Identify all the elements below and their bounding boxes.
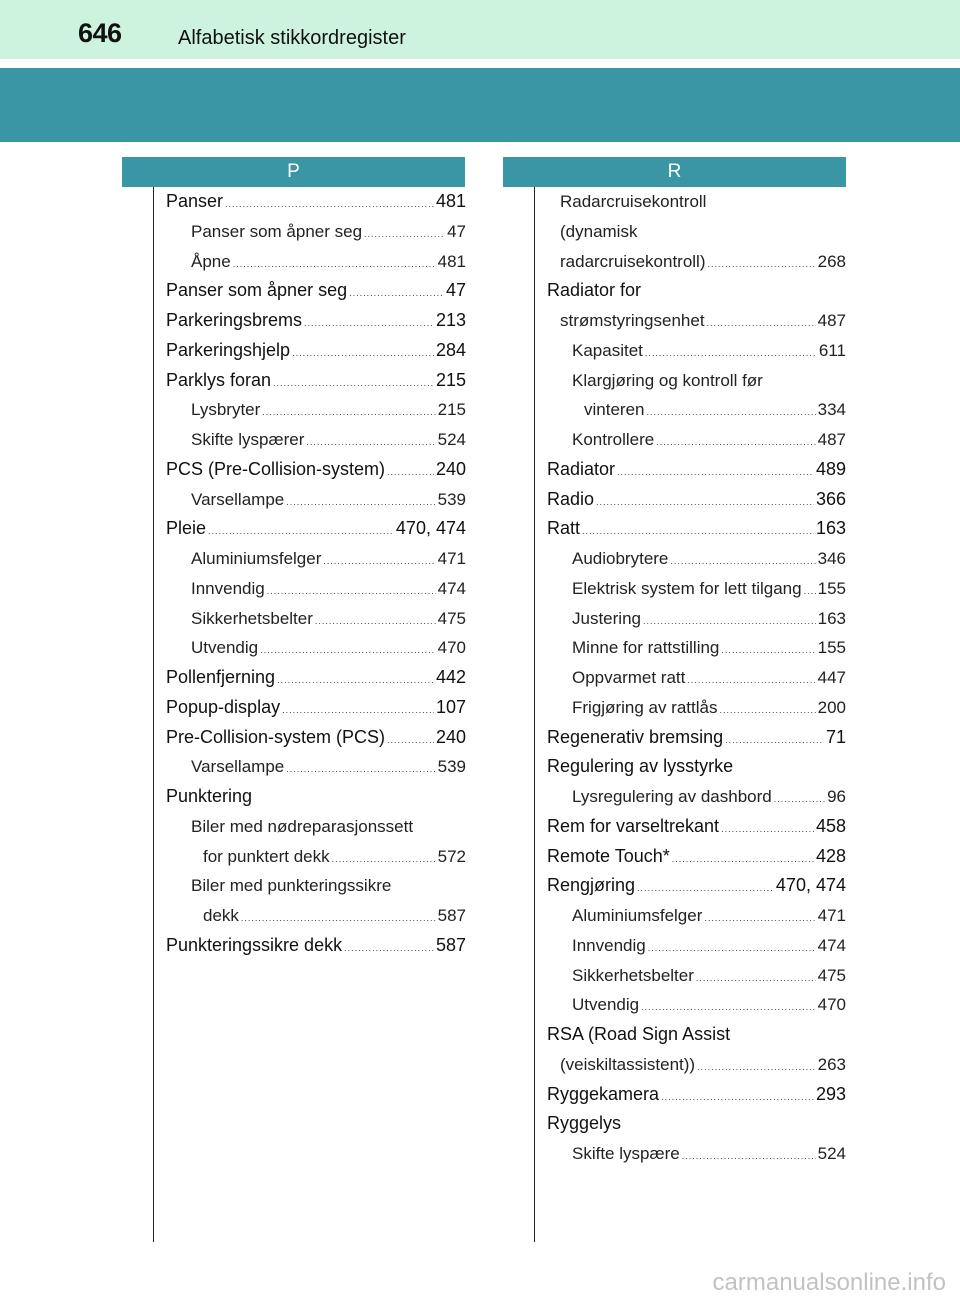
column-rule-right	[534, 187, 535, 1242]
entry-label: Klargjøring og kontroll før	[572, 370, 763, 390]
dot-leader	[637, 874, 774, 901]
entry-label: Panser som åpner seg	[166, 280, 348, 301]
dot-leader	[277, 666, 434, 693]
dot-leader	[286, 488, 435, 515]
entry-label: Skifte lyspære	[572, 1144, 680, 1163]
index-entry	[547, 544, 846, 574]
entry-label: Radio	[547, 488, 595, 509]
dot-leader	[687, 666, 815, 693]
index-entry	[547, 336, 846, 366]
dot-leader	[645, 339, 817, 366]
entry-label: Rem for varseltrekant	[547, 815, 720, 836]
index-entry	[547, 901, 846, 931]
index-entry	[166, 306, 466, 336]
entry-label: Radiator	[547, 458, 616, 479]
index-entry	[547, 395, 846, 425]
index-entry	[166, 276, 466, 306]
index-entry	[166, 336, 466, 366]
entry-label: Parklys foran	[166, 369, 272, 390]
index-entry	[547, 514, 846, 544]
entry-page-number: 213	[435, 310, 466, 330]
index-entry	[166, 514, 466, 544]
entry-label: Ryggekamera	[547, 1083, 660, 1104]
entry-label: Aluminiumsfelger	[572, 906, 703, 925]
index-entry	[547, 633, 846, 663]
dot-leader	[260, 636, 436, 663]
entry-page-number: 524	[437, 430, 466, 449]
index-entry	[547, 1139, 846, 1169]
entry-page-number: 215	[435, 369, 466, 390]
index-entry	[547, 455, 846, 485]
dot-leader	[643, 607, 816, 634]
index-entry	[547, 276, 846, 306]
index-entry	[547, 306, 846, 336]
entry-label: Utvendig	[572, 995, 640, 1015]
entry-page-number: 284	[435, 339, 466, 360]
entry-label: Skifte lyspærer	[191, 430, 305, 449]
dot-leader	[306, 428, 435, 455]
dot-leader	[670, 547, 815, 574]
dot-leader	[387, 458, 434, 485]
entry-page-number: 475	[817, 965, 846, 985]
entry-label: Utvendig	[191, 638, 259, 658]
entry-label: Biler med nødreparasjonssett	[191, 816, 414, 836]
dot-leader	[661, 1083, 814, 1110]
entry-page-number: 481	[437, 251, 466, 271]
entry-label: Lysregulering av dashbord	[572, 787, 772, 806]
index-entry	[166, 455, 466, 485]
index-entry	[547, 961, 846, 991]
dot-leader	[349, 279, 444, 306]
dot-leader	[344, 934, 434, 961]
index-column-r	[547, 187, 846, 1169]
index-entry	[547, 1109, 846, 1139]
entry-page-number: 96	[827, 787, 846, 806]
dot-leader	[641, 993, 816, 1020]
entry-page-number: 470, 474	[395, 518, 466, 539]
entry-label: Ryggelys	[547, 1113, 622, 1134]
dot-leader	[582, 517, 814, 544]
index-entry	[547, 217, 846, 247]
dot-leader	[262, 398, 435, 425]
index-entry	[166, 812, 466, 842]
index-entry	[547, 931, 846, 961]
dot-leader	[804, 577, 816, 604]
dot-leader	[707, 309, 816, 336]
entry-page-number: 240	[435, 458, 466, 479]
entry-page-number: 481	[435, 191, 466, 211]
entry-label: Åpne	[191, 251, 231, 271]
entry-label: Varsellampe	[191, 489, 285, 509]
index-entry	[166, 544, 466, 574]
entry-page-number: 611	[818, 340, 846, 360]
entry-label: Innvendig	[191, 578, 265, 598]
entry-label: dekk	[203, 906, 239, 925]
entry-label: Minne for rattstilling	[572, 638, 720, 658]
dot-leader	[646, 398, 815, 425]
index-entry	[166, 723, 466, 753]
entry-label: Regenerativ bremsing	[547, 726, 724, 747]
dot-leader	[304, 309, 434, 336]
page-title: Alfabetisk stikkordregister	[178, 27, 406, 49]
entry-label: Innvendig	[572, 935, 646, 955]
page-header	[0, 0, 960, 59]
entry-page-number: 587	[435, 934, 466, 955]
index-entry	[547, 247, 846, 277]
dot-leader	[682, 1142, 816, 1169]
entry-page-number: 470, 474	[775, 875, 846, 896]
entry-page-number: 47	[447, 221, 466, 241]
entry-label: Panser	[166, 191, 224, 211]
entry-page-number: 474	[817, 935, 846, 955]
entry-label: Radiator for	[547, 280, 642, 301]
entry-label: Parkeringsbrems	[166, 310, 303, 330]
index-entry	[547, 485, 846, 515]
dot-leader	[208, 517, 394, 544]
dot-leader	[315, 607, 436, 634]
entry-page-number: 587	[437, 906, 466, 925]
dot-leader	[273, 369, 434, 396]
entry-page-number: 487	[817, 311, 846, 330]
index-entry	[166, 485, 466, 515]
entry-label: Pleie	[166, 518, 207, 539]
entry-label: Punktering	[166, 786, 253, 806]
index-entry	[547, 1020, 846, 1050]
entry-label: (dynamisk	[560, 221, 638, 241]
dot-leader	[241, 904, 436, 931]
header-band	[0, 68, 960, 142]
entry-label: Parkeringshjelp	[166, 339, 291, 360]
dot-leader	[725, 726, 824, 753]
entry-label: Kapasitet	[572, 340, 643, 360]
entry-page-number: 163	[815, 518, 846, 539]
entry-page-number: 200	[817, 697, 846, 717]
entry-page-number: 487	[817, 430, 846, 449]
index-entry	[166, 366, 466, 396]
entry-page-number: 572	[437, 846, 466, 866]
dot-leader	[721, 636, 815, 663]
index-entry	[547, 871, 846, 901]
entry-page-number: 442	[435, 667, 466, 687]
entry-page-number: 240	[435, 726, 466, 747]
index-entry	[166, 842, 466, 872]
entry-label: Radarcruisekontroll	[560, 192, 707, 211]
dot-leader	[719, 696, 815, 723]
index-entry	[166, 395, 466, 425]
index-entry	[547, 1080, 846, 1110]
entry-label: Panser som åpner seg	[191, 221, 363, 241]
entry-page-number: 293	[815, 1083, 846, 1104]
index-entry	[166, 663, 466, 693]
index-entry	[166, 604, 466, 634]
entry-label: for punktert dekk	[203, 846, 330, 866]
section-header-r: R	[503, 157, 846, 187]
index-entry	[166, 693, 466, 723]
index-entry	[547, 604, 846, 634]
dot-leader	[774, 785, 825, 812]
entry-label: Pollenfjerning	[166, 667, 276, 687]
entry-label: Sikkerhetsbelter	[191, 608, 313, 628]
index-entry	[166, 752, 466, 782]
entry-label: Kontrollere	[572, 430, 655, 449]
dot-leader	[596, 488, 814, 515]
page-number: 646	[78, 18, 122, 48]
dot-leader	[387, 726, 434, 753]
entry-page-number: 107	[435, 696, 466, 717]
dot-leader	[721, 815, 814, 842]
entry-label: radarcruisekontroll)	[560, 251, 706, 271]
entry-page-number: 428	[815, 845, 846, 866]
entry-page-number: 215	[437, 400, 466, 420]
index-entry	[547, 366, 846, 396]
entry-page-number: 334	[817, 400, 846, 420]
entry-label: strømstyringsenhet	[560, 311, 705, 330]
dot-leader	[323, 547, 435, 574]
dot-leader	[267, 577, 436, 604]
index-entry	[547, 187, 846, 217]
entry-label: (veiskiltassistent))	[560, 1054, 696, 1074]
entry-page-number: 155	[817, 578, 846, 598]
index-entry	[166, 574, 466, 604]
index-entry	[166, 782, 466, 812]
index-entry	[547, 663, 846, 693]
dot-leader	[708, 250, 816, 277]
dot-leader	[696, 964, 816, 991]
entry-page-number: 268	[817, 251, 846, 271]
entry-page-number: 163	[817, 608, 846, 628]
entry-page-number: 366	[815, 488, 846, 509]
entry-label: Pre-Collision-system (PCS)	[166, 726, 386, 747]
dot-leader	[225, 190, 434, 217]
dot-leader	[292, 339, 434, 366]
entry-label: RSA (Road Sign Assist	[547, 1024, 731, 1044]
entry-label: Regulering av lysstyrke	[547, 756, 734, 777]
dot-leader	[364, 220, 445, 247]
entry-label: Frigjøring av rattlås	[572, 697, 718, 717]
entry-label: Oppvarmet ratt	[572, 668, 686, 687]
entry-label: Aluminiumsfelger	[191, 549, 322, 568]
entry-label: Justering	[572, 608, 641, 628]
watermark: carmanualsonline.info	[712, 1269, 946, 1296]
entry-page-number: 475	[437, 608, 466, 628]
index-entry	[166, 871, 466, 901]
index-entry	[166, 247, 466, 277]
index-entry	[166, 901, 466, 931]
entry-page-number: 471	[817, 906, 846, 925]
index-entry	[166, 633, 466, 663]
dot-leader	[282, 696, 434, 723]
index-entry	[547, 782, 846, 812]
entry-label: Rengjøring	[547, 875, 636, 896]
index-column-p	[166, 187, 466, 961]
index-entry	[547, 1050, 846, 1080]
dot-leader	[233, 250, 436, 277]
index-entry	[166, 425, 466, 455]
dot-leader	[656, 428, 815, 455]
entry-label: Remote Touch*	[547, 845, 670, 866]
entry-page-number: 470	[817, 995, 846, 1015]
dot-leader	[648, 934, 816, 961]
index-entry	[166, 187, 466, 217]
index-entry	[547, 574, 846, 604]
entry-label: Sikkerhetsbelter	[572, 965, 694, 985]
index-entry	[547, 752, 846, 782]
entry-label: PCS (Pre-Collision-system)	[166, 458, 386, 479]
index-entry	[547, 425, 846, 455]
entry-label: Ratt	[547, 518, 581, 539]
index-entry	[166, 217, 466, 247]
entry-page-number: 263	[817, 1054, 846, 1074]
index-entry	[547, 990, 846, 1020]
entry-label: Varsellampe	[191, 757, 285, 777]
dot-leader	[672, 845, 814, 872]
dot-leader	[286, 755, 435, 782]
entry-page-number: 471	[437, 549, 466, 568]
entry-label: Popup-display	[166, 696, 281, 717]
entry-page-number: 474	[437, 578, 466, 598]
dot-leader	[697, 1053, 816, 1080]
entry-label: Punkteringssikre dekk	[166, 934, 343, 955]
index-entry	[166, 931, 466, 961]
index-entry	[547, 812, 846, 842]
entry-label: Audiobrytere	[572, 549, 669, 568]
index-entry	[547, 723, 846, 753]
entry-page-number: 539	[437, 757, 466, 777]
entry-label: Biler med punkteringssikre	[191, 876, 392, 896]
dot-leader	[617, 458, 814, 485]
entry-page-number: 524	[817, 1144, 846, 1163]
entry-label: vinteren	[584, 400, 645, 420]
index-entry	[547, 842, 846, 872]
entry-page-number: 346	[817, 549, 846, 568]
entry-label: Elektrisk system for lett tilgang	[572, 578, 802, 598]
section-header-p: P	[122, 157, 465, 187]
entry-page-number: 155	[817, 638, 846, 658]
dot-leader	[332, 845, 436, 872]
entry-label: Lysbryter	[191, 400, 261, 420]
entry-page-number: 489	[815, 458, 846, 479]
entry-page-number: 458	[815, 815, 846, 836]
dot-leader	[704, 904, 815, 931]
column-rule-left	[153, 187, 154, 1242]
entry-page-number: 470	[437, 638, 466, 658]
entry-page-number: 539	[437, 489, 466, 509]
index-entry	[547, 693, 846, 723]
entry-page-number: 47	[445, 280, 466, 301]
entry-page-number: 71	[825, 726, 846, 747]
entry-page-number: 447	[817, 668, 846, 687]
